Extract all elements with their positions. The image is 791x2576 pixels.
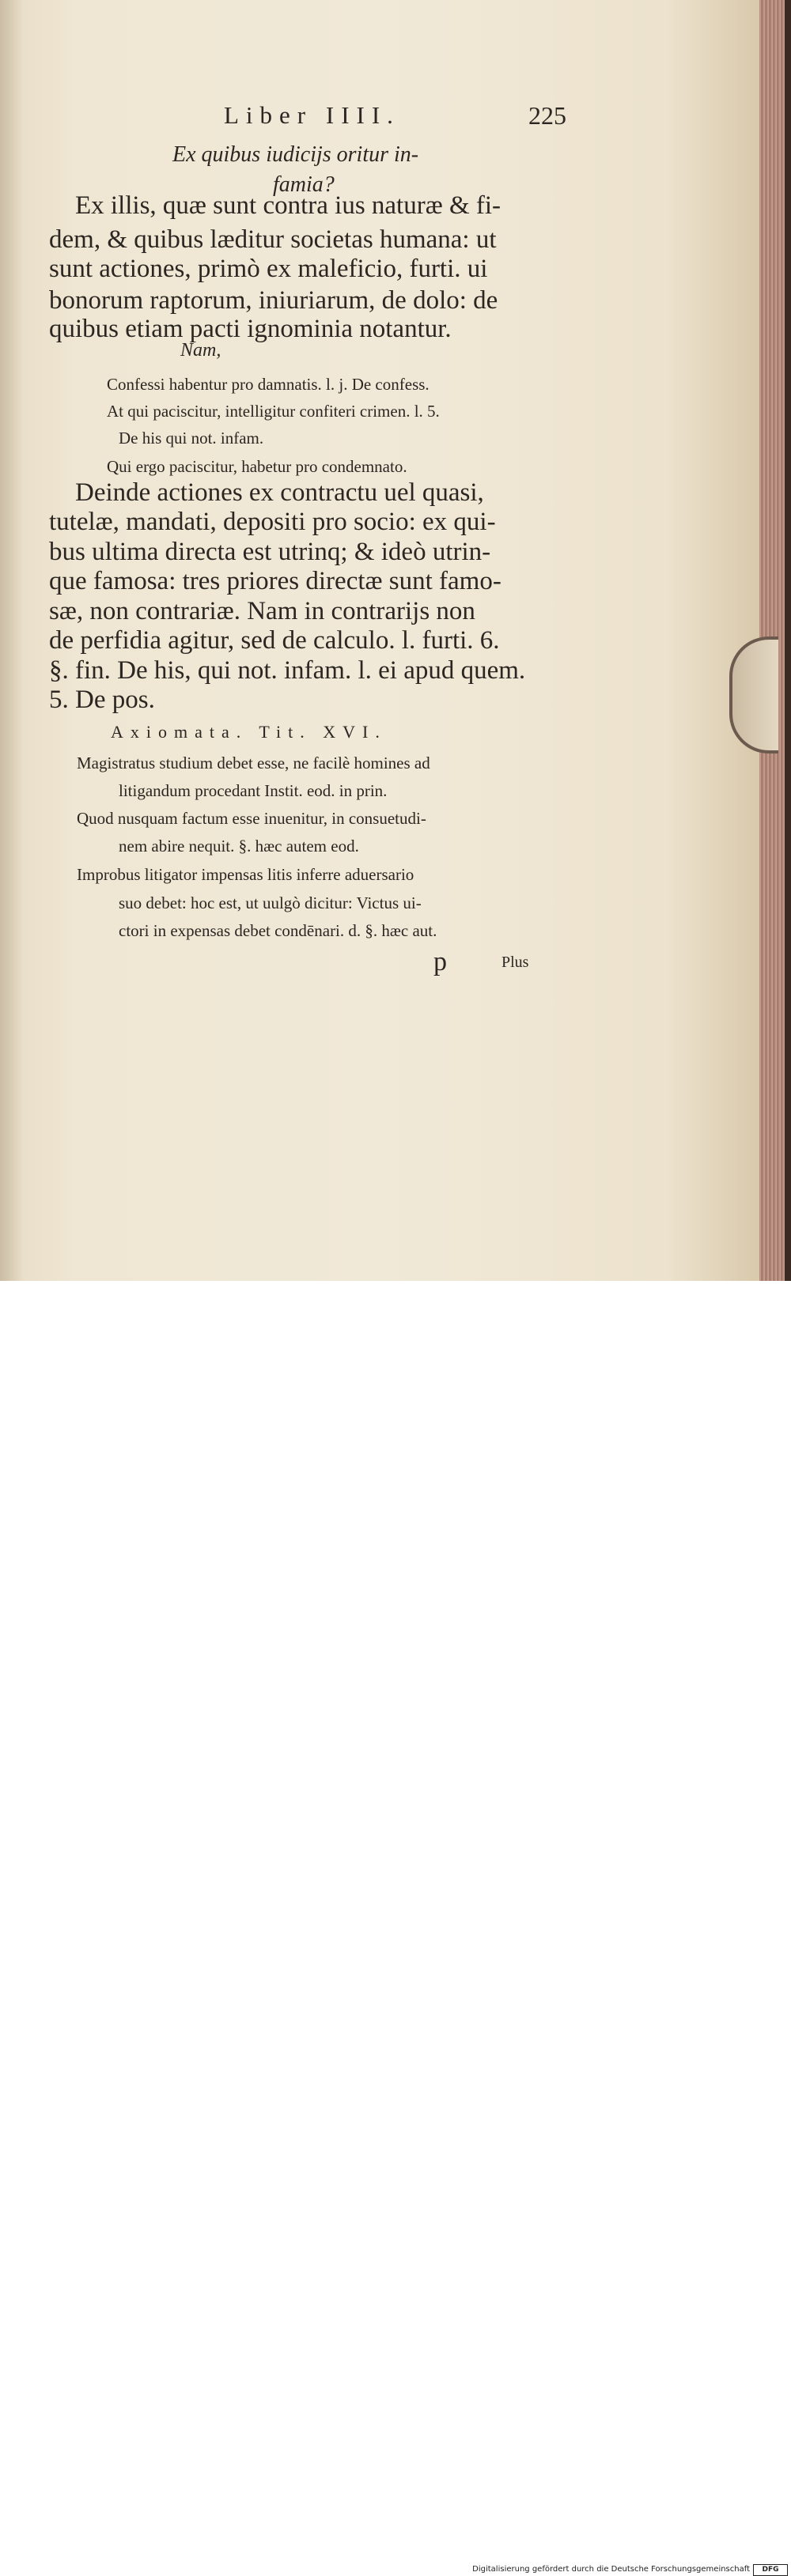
syllogism-line: Qui ergo paciscitur, habetur pro condemnato. bbox=[107, 457, 407, 476]
paragraph-line: sunt actiones, primò ex maleficio, furti. ui bbox=[49, 255, 488, 283]
book-clasp bbox=[729, 636, 778, 754]
axiom-line: suo debet: hoc est, ut uulgò dicitur: Victus ui- bbox=[119, 893, 422, 912]
running-head-title: Liber IIII. bbox=[224, 101, 400, 129]
signature-mark: p bbox=[433, 947, 447, 976]
book-page bbox=[0, 0, 759, 1289]
paragraph-line: §. fin. De his, qui not. infam. l. ei apud quem. bbox=[49, 656, 526, 685]
paragraph-line: bus ultima directa est utrinq; & ideò utrin- bbox=[49, 538, 491, 566]
axiom-line: nem abire nequit. §. hæc autem eod. bbox=[119, 837, 359, 856]
paragraph-line: Ex illis, quæ sunt contra ius naturæ & fi- bbox=[75, 191, 501, 220]
paragraph-line: 5. De pos. bbox=[49, 686, 155, 714]
paragraph-line: quibus etiam pacti ignominia notantur. bbox=[49, 315, 452, 343]
page-number: 225 bbox=[528, 101, 566, 130]
paragraph-line: de perfidia agitur, sed de calculo. l. furti. 6. bbox=[49, 626, 500, 655]
question-line-2: famia? bbox=[273, 172, 335, 197]
gutter-shadow bbox=[0, 0, 24, 1289]
paragraph-line: bonorum raptorum, iniuriarum, de dolo: de bbox=[49, 286, 498, 315]
section-heading: Axiomata. Tit. XVI. bbox=[111, 722, 387, 742]
dfg-logo: DFG bbox=[753, 2564, 788, 2576]
axiom-line: Quod nusquam factum esse inuenitur, in consuetudi- bbox=[77, 809, 426, 828]
axiom-line: ctori in expensas debet condēnari. d. §. hæc aut. bbox=[119, 921, 437, 940]
syllogism-line: Confessi habentur pro damnatis. l. j. De confess. bbox=[107, 375, 430, 394]
paragraph-line: sæ, non contrariæ. Nam in contrarijs non bbox=[49, 597, 475, 625]
axiom-line: litigandum procedant Instit. eod. in prin. bbox=[119, 781, 388, 800]
funding-notice: Digitalisierung gefördert durch die Deutsche Forschungsgemeinschaft bbox=[472, 2565, 750, 2574]
axiom-line: Improbus litigator impensas litis inferre aduersario bbox=[77, 865, 414, 884]
paragraph-line: que famosa: tres priores directæ sunt famo- bbox=[49, 567, 501, 595]
axiom-line: Magistratus studium debet esse, ne facilè homines ad bbox=[77, 754, 430, 772]
syllogism-line: De his qui not. infam. bbox=[119, 429, 264, 448]
question-line-1: Ex quibus iudicijs oritur in- bbox=[172, 142, 419, 167]
nam-label: Nam, bbox=[180, 340, 221, 361]
footer-strip bbox=[0, 1281, 791, 2574]
paragraph-line: Deinde actiones ex contractu uel quasi, bbox=[75, 478, 484, 507]
paragraph-line: dem, & quibus læditur societas humana: ut bbox=[49, 225, 497, 254]
paragraph-line: tutelæ, mandati, depositi pro socio: ex qui- bbox=[49, 508, 496, 536]
book-cover-edge bbox=[785, 0, 791, 1296]
syllogism-line: At qui paciscitur, intelligitur confiteri crimen. l. 5. bbox=[107, 402, 440, 421]
catchword: Plus bbox=[501, 954, 529, 971]
